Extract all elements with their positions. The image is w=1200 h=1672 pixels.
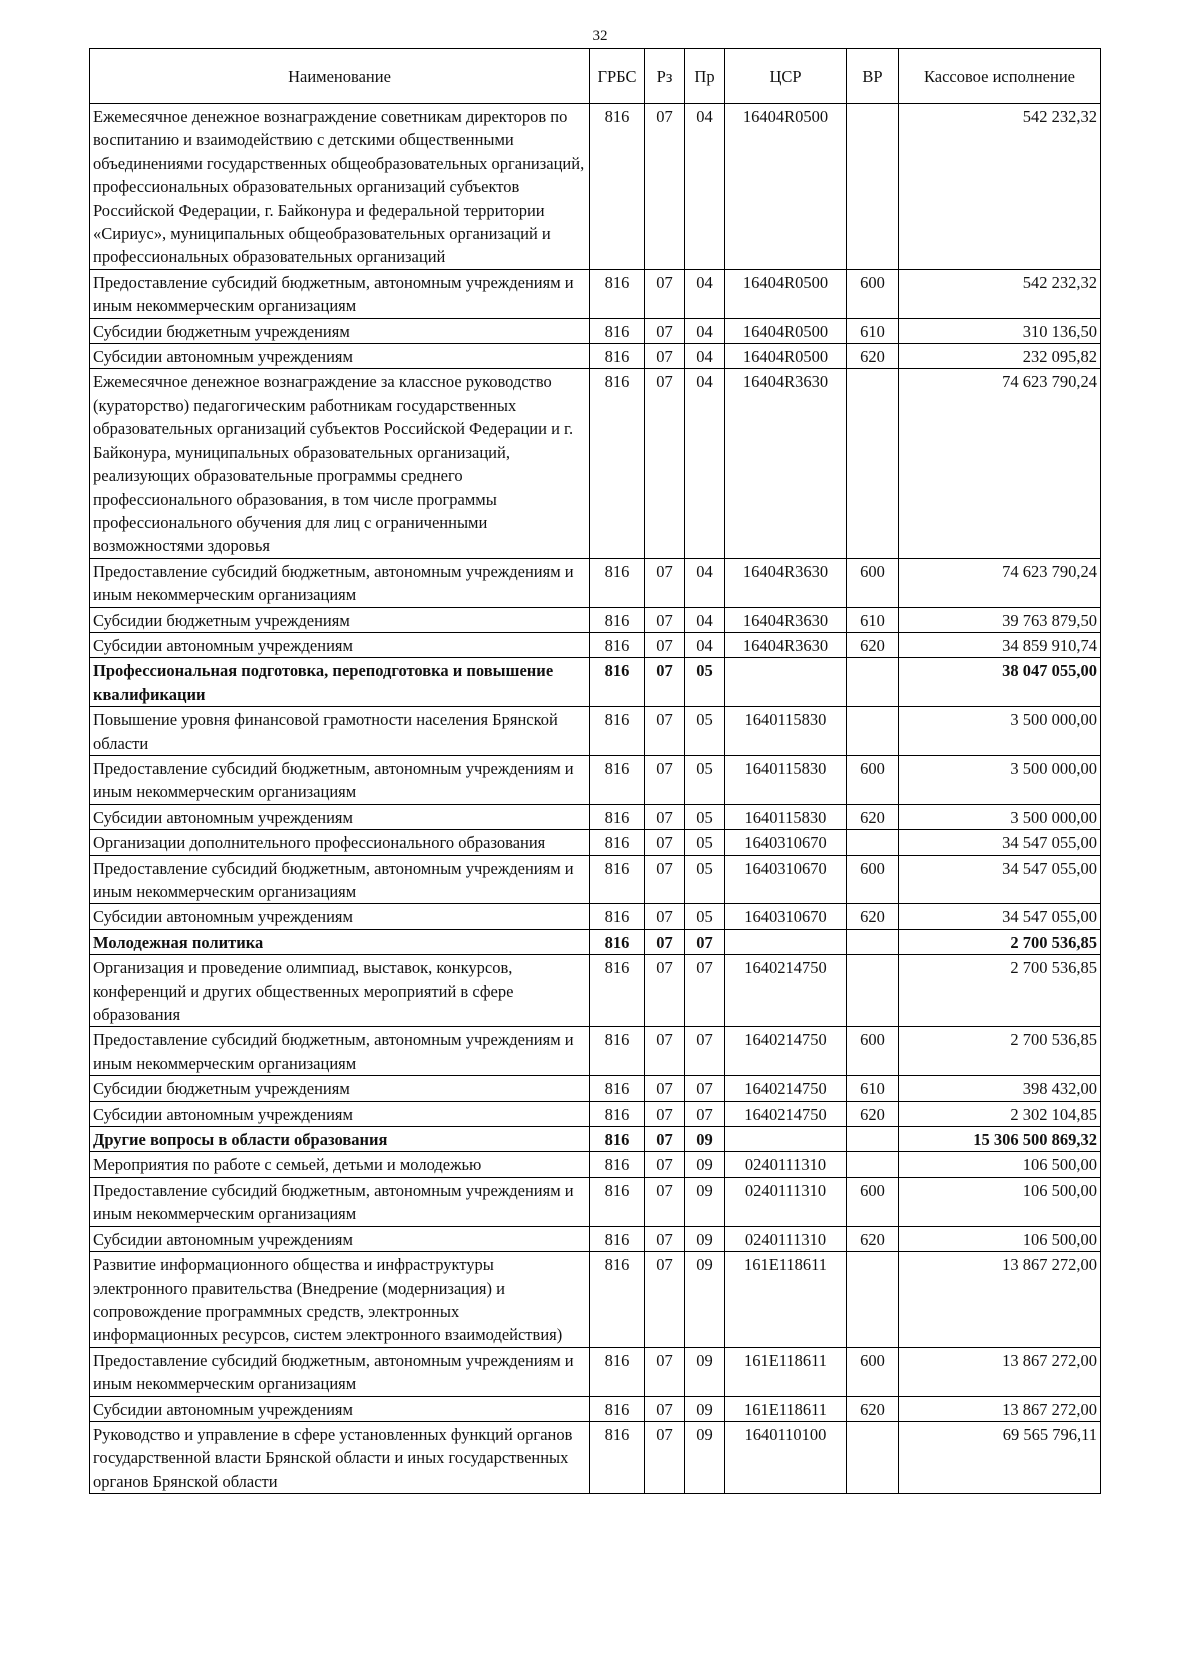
cell-amount: 34 859 910,74: [899, 632, 1101, 657]
cell-grbs: 816: [590, 755, 645, 804]
cell-vr: [847, 369, 899, 558]
cell-amount: 2 302 104,85: [899, 1101, 1101, 1126]
cell-rz: 07: [645, 558, 685, 607]
cell-grbs: 816: [590, 318, 645, 343]
table-row: [90, 955, 1101, 1027]
cell-amount: 34 547 055,00: [899, 904, 1101, 929]
cell-name: Субсидии автономным учреждениям: [90, 632, 590, 657]
table-row: [90, 269, 1101, 318]
cell-name: Повышение уровня финансовой грамотности населения Брянской области: [90, 707, 590, 756]
cell-vr: [847, 830, 899, 855]
cell-csr: [725, 1127, 847, 1152]
cell-vr: 620: [847, 1226, 899, 1251]
cell-csr: 161E118611: [725, 1396, 847, 1421]
table-row: [90, 855, 1101, 904]
cell-pr: 09: [685, 1421, 725, 1493]
cell-pr: 04: [685, 369, 725, 558]
cell-rz: 07: [645, 855, 685, 904]
cell-name: Предоставление субсидий бюджетным, автономным учреждениям и иным некоммерческим организациям: [90, 1027, 590, 1076]
cell-amount: 69 565 796,11: [899, 1421, 1101, 1493]
cell-grbs: 816: [590, 707, 645, 756]
cell-grbs: 816: [590, 929, 645, 954]
cell-amount: 542 232,32: [899, 269, 1101, 318]
table-row: [90, 1152, 1101, 1177]
cell-name: Предоставление субсидий бюджетным, автономным учреждениям и иным некоммерческим организациям: [90, 755, 590, 804]
cell-name: Ежемесячное денежное вознаграждение советникам директоров по воспитанию и взаимодействию с детскими общественными объединениями государственных общеобразовательных организаций, профессиональных образовательных организаций субъектов Российской Федерации, г. Байконура и федеральной территории «Сириус», муниципальных общеобразовательных организаций и профессиональных образовательных организаций: [90, 104, 590, 270]
cell-rz: 07: [645, 1127, 685, 1152]
cell-rz: 07: [645, 755, 685, 804]
table-row: [90, 1177, 1101, 1226]
cell-amount: 74 623 790,24: [899, 369, 1101, 558]
cell-vr: 600: [847, 755, 899, 804]
cell-vr: [847, 707, 899, 756]
cell-grbs: 816: [590, 344, 645, 369]
cell-grbs: 816: [590, 804, 645, 829]
cell-csr: 0240111310: [725, 1152, 847, 1177]
table-row: [90, 1101, 1101, 1126]
table-row: [90, 558, 1101, 607]
cell-pr: 09: [685, 1347, 725, 1396]
cell-csr: 1640110100: [725, 1421, 847, 1493]
cell-pr: 04: [685, 269, 725, 318]
cell-vr: 600: [847, 1177, 899, 1226]
cell-grbs: 816: [590, 104, 645, 270]
cell-csr: 16404R0500: [725, 269, 847, 318]
cell-rz: 07: [645, 1177, 685, 1226]
cell-rz: 07: [645, 804, 685, 829]
cell-rz: 07: [645, 1027, 685, 1076]
cell-csr: 1640115830: [725, 755, 847, 804]
cell-rz: 07: [645, 318, 685, 343]
cell-amount: 15 306 500 869,32: [899, 1127, 1101, 1152]
cell-rz: 07: [645, 929, 685, 954]
cell-pr: 09: [685, 1226, 725, 1251]
header-rz: Рз: [645, 49, 685, 104]
header-csr: ЦСР: [725, 49, 847, 104]
cell-amount: 2 700 536,85: [899, 955, 1101, 1027]
table-row: [90, 1421, 1101, 1493]
cell-grbs: 816: [590, 658, 645, 707]
cell-name: Предоставление субсидий бюджетным, автономным учреждениям и иным некоммерческим организациям: [90, 1177, 590, 1226]
cell-pr: 09: [685, 1152, 725, 1177]
cell-amount: 106 500,00: [899, 1226, 1101, 1251]
cell-vr: [847, 104, 899, 270]
cell-vr: 620: [847, 804, 899, 829]
table-row: [90, 369, 1101, 558]
cell-amount: 13 867 272,00: [899, 1252, 1101, 1348]
cell-grbs: 816: [590, 1027, 645, 1076]
cell-name: Предоставление субсидий бюджетным, автономным учреждениям и иным некоммерческим организациям: [90, 558, 590, 607]
cell-name: Субсидии бюджетным учреждениям: [90, 607, 590, 632]
cell-amount: 13 867 272,00: [899, 1396, 1101, 1421]
cell-grbs: 816: [590, 1101, 645, 1126]
cell-grbs: 816: [590, 607, 645, 632]
cell-amount: 34 547 055,00: [899, 855, 1101, 904]
cell-pr: 05: [685, 658, 725, 707]
cell-csr: 1640214750: [725, 1027, 847, 1076]
cell-name: Развитие информационного общества и инфраструктуры электронного правительства (Внедрение (модернизация) и сопровождение программных средств, электронных информационных ресурсов, систем электронного взаимодействия): [90, 1252, 590, 1348]
table-row: [90, 1347, 1101, 1396]
cell-amount: 13 867 272,00: [899, 1347, 1101, 1396]
cell-csr: 161E118611: [725, 1347, 847, 1396]
cell-amount: 232 095,82: [899, 344, 1101, 369]
cell-pr: 09: [685, 1127, 725, 1152]
header-pr: Пр: [685, 49, 725, 104]
cell-pr: 05: [685, 804, 725, 829]
cell-vr: 620: [847, 344, 899, 369]
cell-name: Предоставление субсидий бюджетным, автономным учреждениям и иным некоммерческим организациям: [90, 1347, 590, 1396]
cell-pr: 07: [685, 1027, 725, 1076]
cell-vr: [847, 955, 899, 1027]
cell-grbs: 816: [590, 1152, 645, 1177]
table-row: [90, 607, 1101, 632]
cell-grbs: 816: [590, 1421, 645, 1493]
cell-rz: 07: [645, 707, 685, 756]
cell-grbs: 816: [590, 1252, 645, 1348]
cell-grbs: 816: [590, 1347, 645, 1396]
cell-vr: 600: [847, 1027, 899, 1076]
cell-rz: 07: [645, 344, 685, 369]
cell-name: Организации дополнительного профессионального образования: [90, 830, 590, 855]
cell-csr: 0240111310: [725, 1226, 847, 1251]
cell-vr: 600: [847, 855, 899, 904]
cell-amount: 39 763 879,50: [899, 607, 1101, 632]
cell-name: Субсидии автономным учреждениям: [90, 1396, 590, 1421]
cell-amount: 2 700 536,85: [899, 1027, 1101, 1076]
table-row: [90, 904, 1101, 929]
cell-vr: [847, 658, 899, 707]
cell-amount: 2 700 536,85: [899, 929, 1101, 954]
table-row: [90, 658, 1101, 707]
cell-name: Другие вопросы в области образования: [90, 1127, 590, 1152]
cell-rz: 07: [645, 269, 685, 318]
table-row: [90, 1076, 1101, 1101]
cell-vr: 620: [847, 1101, 899, 1126]
cell-rz: 07: [645, 1347, 685, 1396]
cell-grbs: 816: [590, 1177, 645, 1226]
cell-vr: 620: [847, 904, 899, 929]
cell-grbs: 816: [590, 369, 645, 558]
header-amount: Кассовое исполнение: [899, 49, 1101, 104]
cell-vr: [847, 1127, 899, 1152]
cell-vr: 600: [847, 1347, 899, 1396]
cell-grbs: 816: [590, 558, 645, 607]
cell-vr: [847, 1252, 899, 1348]
cell-pr: 07: [685, 1076, 725, 1101]
cell-pr: 05: [685, 904, 725, 929]
cell-rz: 07: [645, 1396, 685, 1421]
cell-csr: 16404R3630: [725, 632, 847, 657]
cell-rz: 07: [645, 830, 685, 855]
table-row: [90, 1396, 1101, 1421]
cell-rz: 07: [645, 1076, 685, 1101]
cell-pr: 05: [685, 830, 725, 855]
cell-rz: 07: [645, 369, 685, 558]
table-row: [90, 1226, 1101, 1251]
table-row: [90, 755, 1101, 804]
cell-grbs: 816: [590, 1226, 645, 1251]
cell-vr: [847, 1421, 899, 1493]
cell-csr: 1640115830: [725, 804, 847, 829]
cell-vr: 610: [847, 1076, 899, 1101]
cell-name: Субсидии бюджетным учреждениям: [90, 1076, 590, 1101]
cell-rz: 07: [645, 632, 685, 657]
cell-amount: 310 136,50: [899, 318, 1101, 343]
cell-pr: 09: [685, 1252, 725, 1348]
cell-name: Субсидии автономным учреждениям: [90, 1226, 590, 1251]
cell-amount: 106 500,00: [899, 1152, 1101, 1177]
cell-grbs: 816: [590, 955, 645, 1027]
budget-execution-table: [89, 48, 1101, 1494]
cell-pr: 04: [685, 632, 725, 657]
cell-pr: 07: [685, 1101, 725, 1126]
cell-name: Субсидии автономным учреждениям: [90, 1101, 590, 1126]
cell-name: Субсидии автономным учреждениям: [90, 344, 590, 369]
cell-pr: 05: [685, 855, 725, 904]
cell-name: Организация и проведение олимпиад, выставок, конкурсов, конференций и других общественных мероприятий в сфере образования: [90, 955, 590, 1027]
cell-csr: 1640214750: [725, 955, 847, 1027]
table-row: [90, 1027, 1101, 1076]
cell-name: Мероприятия по работе с семьей, детьми и молодежью: [90, 1152, 590, 1177]
cell-grbs: 816: [590, 855, 645, 904]
page-number: 32: [592, 28, 608, 44]
cell-csr: [725, 658, 847, 707]
cell-rz: 07: [645, 658, 685, 707]
cell-grbs: 816: [590, 1127, 645, 1152]
cell-csr: 0240111310: [725, 1177, 847, 1226]
cell-amount: 3 500 000,00: [899, 755, 1101, 804]
cell-amount: 38 047 055,00: [899, 658, 1101, 707]
table-row: [90, 707, 1101, 756]
cell-pr: 04: [685, 558, 725, 607]
cell-vr: 600: [847, 269, 899, 318]
cell-csr: 16404R3630: [725, 369, 847, 558]
table-row: [90, 344, 1101, 369]
cell-name: Руководство и управление в сфере установленных функций органов государственной власти Брянской области и иных государственных органов Брянской области: [90, 1421, 590, 1493]
cell-csr: 16404R0500: [725, 318, 847, 343]
cell-pr: 05: [685, 707, 725, 756]
cell-pr: 07: [685, 929, 725, 954]
cell-amount: 3 500 000,00: [899, 707, 1101, 756]
cell-csr: 1640214750: [725, 1076, 847, 1101]
cell-name: Субсидии автономным учреждениям: [90, 904, 590, 929]
cell-rz: 07: [645, 104, 685, 270]
cell-name: Предоставление субсидий бюджетным, автономным учреждениям и иным некоммерческим организациям: [90, 269, 590, 318]
cell-csr: 1640214750: [725, 1101, 847, 1126]
cell-pr: 05: [685, 755, 725, 804]
cell-rz: 07: [645, 1226, 685, 1251]
cell-pr: 04: [685, 318, 725, 343]
cell-vr: 610: [847, 607, 899, 632]
cell-csr: 16404R3630: [725, 607, 847, 632]
table-header-row: [90, 49, 1101, 104]
cell-csr: 1640310670: [725, 855, 847, 904]
cell-grbs: 816: [590, 1396, 645, 1421]
cell-csr: 1640310670: [725, 830, 847, 855]
cell-name: Молодежная политика: [90, 929, 590, 954]
cell-vr: 620: [847, 1396, 899, 1421]
table-row: [90, 1127, 1101, 1152]
cell-vr: [847, 929, 899, 954]
cell-csr: 16404R0500: [725, 104, 847, 270]
cell-name: Профессиональная подготовка, переподготовка и повышение квалификации: [90, 658, 590, 707]
cell-pr: 04: [685, 344, 725, 369]
cell-rz: 07: [645, 1152, 685, 1177]
cell-name: Предоставление субсидий бюджетным, автономным учреждениям и иным некоммерческим организациям: [90, 855, 590, 904]
cell-vr: 610: [847, 318, 899, 343]
cell-grbs: 816: [590, 904, 645, 929]
cell-rz: 07: [645, 607, 685, 632]
cell-pr: 09: [685, 1177, 725, 1226]
cell-pr: 04: [685, 607, 725, 632]
cell-csr: 1640115830: [725, 707, 847, 756]
table-row: [90, 929, 1101, 954]
cell-name: Ежемесячное денежное вознаграждение за классное руководство (кураторство) педагогическим работникам государственных образовательных организаций субъектов Российской Федерации и г. Байконура, муниципальных образовательных организаций, реализующих образовательные программы среднего профессионального образования, в том числе программы профессионального обучения для лиц с ограниченными возможностями здоровья: [90, 369, 590, 558]
table-row: [90, 830, 1101, 855]
cell-csr: 16404R3630: [725, 558, 847, 607]
cell-rz: 07: [645, 1101, 685, 1126]
cell-csr: 1640310670: [725, 904, 847, 929]
cell-amount: 34 547 055,00: [899, 830, 1101, 855]
cell-pr: 04: [685, 104, 725, 270]
cell-csr: 16404R0500: [725, 344, 847, 369]
cell-pr: 07: [685, 955, 725, 1027]
cell-amount: 542 232,32: [899, 104, 1101, 270]
cell-grbs: 816: [590, 632, 645, 657]
cell-grbs: 816: [590, 269, 645, 318]
cell-name: Субсидии автономным учреждениям: [90, 804, 590, 829]
cell-csr: [725, 929, 847, 954]
cell-grbs: 816: [590, 830, 645, 855]
header-name: Наименование: [90, 49, 590, 104]
table-row: [90, 804, 1101, 829]
cell-vr: [847, 1152, 899, 1177]
table-row: [90, 632, 1101, 657]
cell-amount: 74 623 790,24: [899, 558, 1101, 607]
cell-rz: 07: [645, 904, 685, 929]
cell-grbs: 816: [590, 1076, 645, 1101]
cell-csr: 161E118611: [725, 1252, 847, 1348]
cell-name: Субсидии бюджетным учреждениям: [90, 318, 590, 343]
header-vr: ВР: [847, 49, 899, 104]
cell-rz: 07: [645, 955, 685, 1027]
header-grbs: ГРБС: [590, 49, 645, 104]
table-row: [90, 318, 1101, 343]
cell-vr: 600: [847, 558, 899, 607]
cell-rz: 07: [645, 1421, 685, 1493]
cell-amount: 3 500 000,00: [899, 804, 1101, 829]
cell-vr: 620: [847, 632, 899, 657]
cell-amount: 106 500,00: [899, 1177, 1101, 1226]
table-body: [90, 104, 1101, 1494]
cell-rz: 07: [645, 1252, 685, 1348]
table-row: [90, 1252, 1101, 1348]
cell-pr: 09: [685, 1396, 725, 1421]
table-row: [90, 104, 1101, 270]
cell-amount: 398 432,00: [899, 1076, 1101, 1101]
